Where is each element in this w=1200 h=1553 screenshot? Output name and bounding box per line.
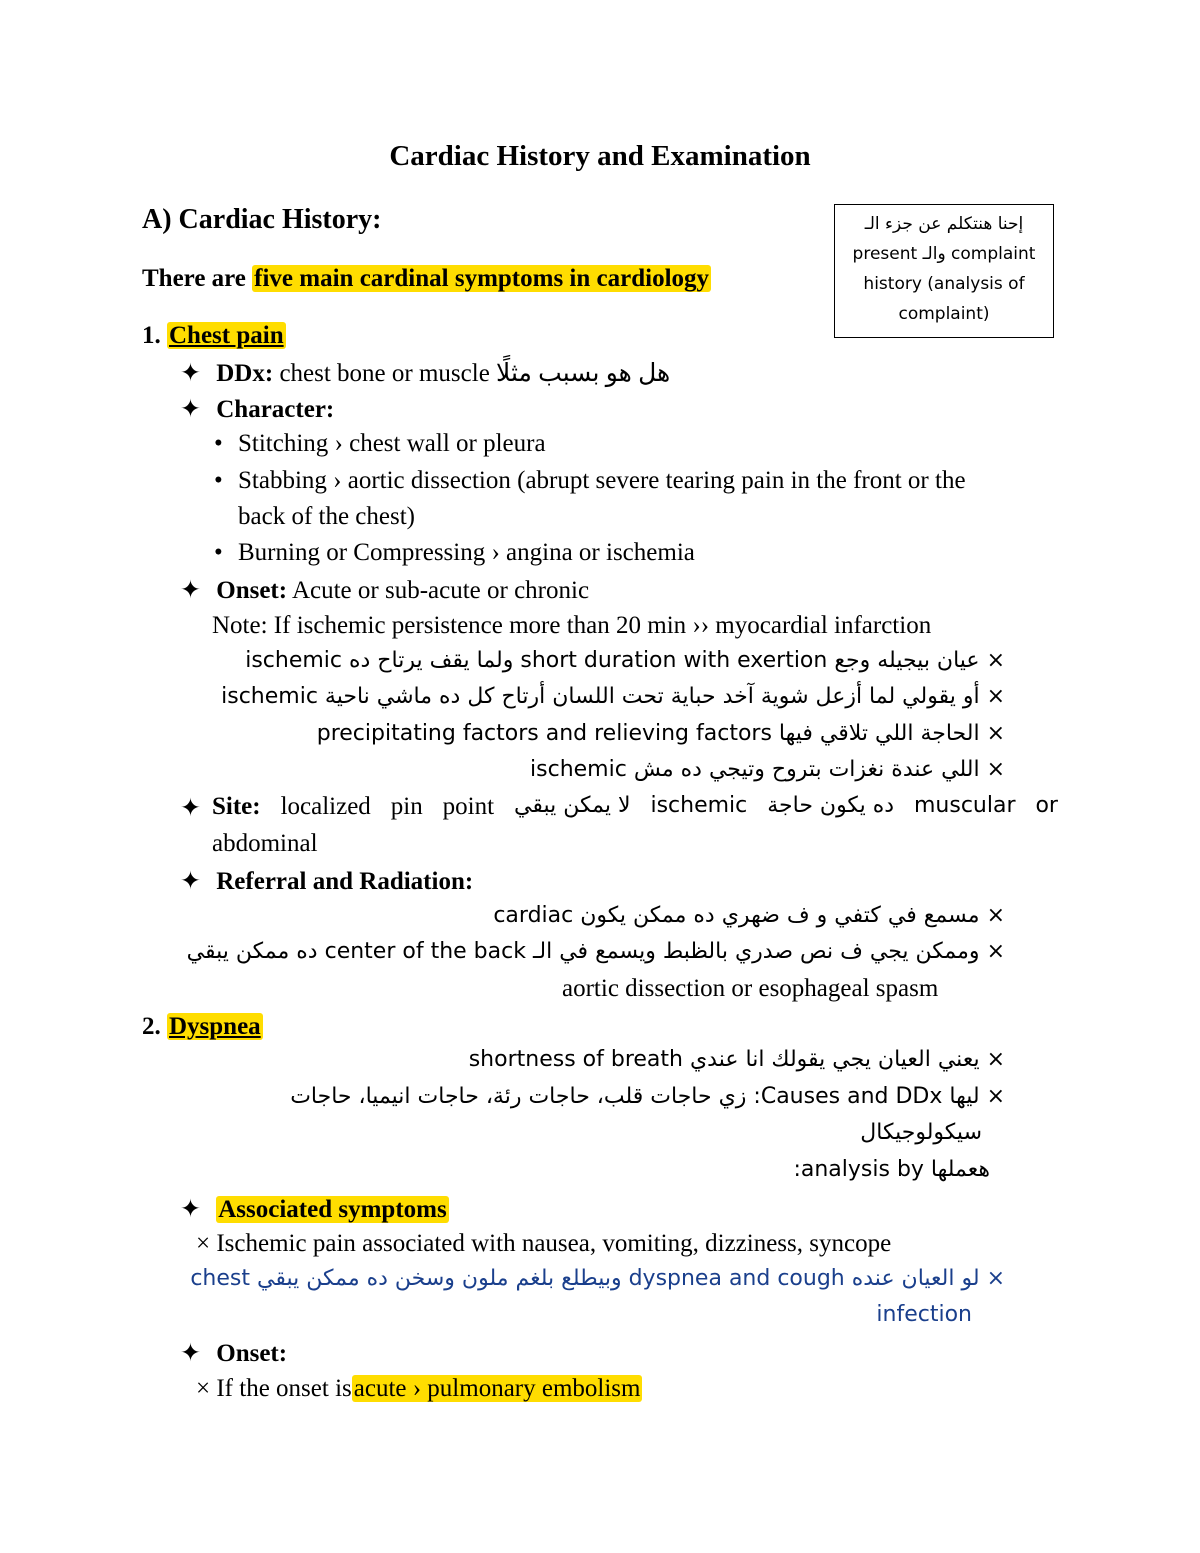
referral-note-2: × وممكن يجي ف نص صدري بالظبط ويسمع في الـ center of the back ده ممكن يبقي	[186, 939, 1005, 964]
note-box	[834, 204, 1054, 338]
assoc-item-1: × Ischemic pain associated with nausea, vomiting, dizziness, syncope	[196, 1230, 892, 1257]
referral-cont: aortic dissection or esophageal spasm	[562, 975, 939, 1002]
onset-arabic-note-2: × أو يقولي لما أزعل شوية آخد حباية تحت اللسان أرتاح كل ده ماشي ناحية ischemic	[221, 684, 1005, 709]
site-word: localized	[280, 793, 371, 820]
plus-marker-icon: ✦	[180, 868, 201, 895]
onset-arabic-note-1: × عيان بيجيله وجع short duration with exertion ولما يقف يرتاح ده ischemic	[245, 648, 1005, 673]
site-word: ده يكون حاجة	[767, 793, 895, 818]
section-heading: A) Cardiac History:	[142, 204, 382, 235]
referral-note-1: × مسمع في كتفي و ف ضهري ده ممكن يكون cardiac	[493, 903, 1005, 928]
site-word: pin	[390, 793, 423, 820]
plus-marker-icon: ✦	[180, 795, 201, 822]
onset-line	[180, 575, 589, 605]
dyspnea-onset-highlight: acute › pulmonary embolism	[353, 1375, 641, 1402]
cross-icon: ×	[196, 1230, 211, 1257]
note-line-2: present والـ complaint	[852, 244, 1036, 264]
item-1-heading	[142, 322, 286, 350]
list-item	[214, 430, 546, 458]
cross-icon: ×	[986, 939, 1005, 964]
cross-icon: ×	[986, 1084, 1005, 1109]
dyspnea-note-1: × يعني العيان يجي يقولك انا عندي shortness of breath	[468, 1047, 1005, 1072]
site-word: or	[1035, 793, 1058, 818]
character-label: Character:	[216, 396, 335, 423]
onset-arabic-note-4: × اللي عندة نغزات بتروح وتيجي ده مش ischemic	[530, 757, 1005, 782]
dyspnea-analysis: هعملها analysis by:	[793, 1157, 990, 1182]
onset-label: Onset:	[216, 577, 288, 604]
plus-marker-icon: ✦	[180, 396, 201, 423]
note-line-1: إحنا هنتكلم عن جزء الـ	[864, 214, 1024, 234]
bullet-icon: •	[214, 430, 223, 457]
plus-marker-icon: ✦	[180, 1340, 201, 1367]
assoc-label: Associated symptoms	[218, 1196, 447, 1223]
cross-icon: ×	[196, 1375, 211, 1402]
character-item-3: Burning or Compressing › angina or ischemia	[238, 539, 695, 566]
list-item	[214, 467, 966, 495]
onset-text: Acute or sub-acute or chronic	[291, 577, 590, 604]
item-1-number: 1.	[142, 322, 161, 349]
dyspnea-note-2-cont: سيكولوجيكال	[860, 1120, 982, 1145]
site-word: point	[442, 793, 495, 820]
bullet-icon: •	[214, 467, 223, 494]
onset-arabic-note-3: × الحاجة اللي تلاقي فيها precipitating factors and relieving factors	[316, 721, 1005, 746]
character-line	[180, 394, 334, 424]
dyspnea-onset-label: Onset:	[216, 1340, 288, 1367]
onset-note: Note: If ischemic persistence more than 20 min ›› myocardial infarction	[212, 612, 932, 639]
list-item	[214, 539, 695, 567]
referral-line	[180, 866, 473, 896]
cross-icon: ×	[986, 1266, 1005, 1291]
plus-marker-icon: ✦	[180, 360, 201, 387]
item-2-heading	[142, 1013, 263, 1041]
page-title: Cardiac History and Examination	[389, 140, 811, 172]
site-cont: abdominal	[212, 830, 318, 857]
item-2-number: 2.	[142, 1013, 161, 1040]
character-item-1: Stitching › chest wall or pleura	[238, 430, 546, 457]
site-word: لا يمكن يبقي	[514, 793, 631, 818]
ddx-text: هل هو بسبب مثلًا chest bone or muscle	[279, 360, 671, 387]
intro-line	[142, 265, 711, 293]
site-marker	[180, 793, 202, 823]
bullet-icon: •	[214, 539, 223, 566]
cross-icon: ×	[986, 903, 1005, 928]
intro-prefix: There are	[142, 265, 246, 292]
note-line-4: complaint)	[898, 304, 990, 324]
item-1-title: Chest pain	[169, 322, 284, 349]
character-item-2: Stabbing › aortic dissection (abrupt severe tearing pain in the front or the	[238, 467, 966, 494]
note-line-3: history (analysis of	[863, 274, 1025, 294]
dyspnea-note-2: × ليها Causes and DDx: زي حاجات قلب، حاجات رئة، حاجات انيميا، حاجات	[290, 1084, 1005, 1109]
cross-icon: ×	[986, 721, 1005, 746]
referral-label: Referral and Radiation:	[216, 868, 474, 895]
dyspnea-onset-item: × If the onset isacute › pulmonary embolism	[196, 1375, 641, 1402]
assoc-line	[180, 1194, 449, 1224]
ddx-label: DDx:	[216, 360, 274, 387]
cross-icon: ×	[986, 684, 1005, 709]
site-line	[212, 793, 1058, 821]
site-word: ischemic	[650, 793, 748, 818]
character-item-2-cont: back of the chest)	[238, 503, 416, 530]
plus-marker-icon: ✦	[180, 1196, 201, 1223]
cross-icon: ×	[986, 1047, 1005, 1072]
site-word: muscular	[913, 793, 1016, 818]
cross-icon: ×	[986, 648, 1005, 673]
assoc-arabic-cont: infection	[876, 1302, 972, 1327]
intro-highlight: five main cardinal symptoms in cardiology	[254, 265, 710, 292]
ddx-line	[180, 358, 670, 388]
cross-icon: ×	[986, 757, 1005, 782]
site-label: Site:	[212, 793, 261, 820]
item-2-title: Dyspnea	[169, 1013, 261, 1040]
assoc-arabic: × لو العيان عنده dyspnea and cough وبيطلع بلغم ملون وسخن ده ممكن يبقي chest	[190, 1266, 1005, 1291]
dyspnea-onset-line	[180, 1338, 287, 1368]
plus-marker-icon: ✦	[180, 577, 201, 604]
